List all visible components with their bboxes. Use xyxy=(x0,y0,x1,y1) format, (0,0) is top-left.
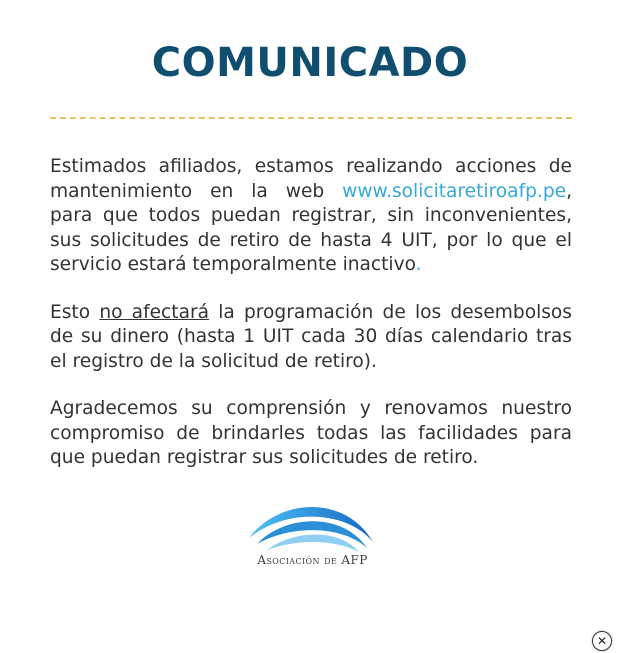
page-title: COMUNICADO xyxy=(151,40,469,86)
announcement-body xyxy=(50,155,572,494)
paragraph-thanks: Agradecemos su comprensión y renovamos nuestro compromiso de brindarles todas las facilidades para que puedan registrar sus solicitudes de retiro. xyxy=(50,398,572,468)
paragraph-maintenance-text-start: Estimados afiliados, estamos realizando acciones de mantenimiento en la web xyxy=(50,156,572,202)
paragraph-disbursements-text-end: la programación de los desembolsos de su dinero (hasta 1 UIT cada 30 días calendario tras el registro de la solicitud de retiro). xyxy=(50,301,572,372)
paragraph-disbursements-text-start: Esto xyxy=(50,301,100,323)
website-link[interactable]: www.solicitaretiroafp.pe xyxy=(342,180,567,202)
paragraph-maintenance-text-end: , para que todos puedan registrar, sin inconvenientes, sus solicitudes de retiro de hasta 4 UIT, por lo que el servicio estará temporalmente inactivo xyxy=(50,180,572,275)
arc-swoosh-logo-icon xyxy=(245,498,380,554)
afp-association-logo xyxy=(245,498,380,573)
paragraph-maintenance-period: . xyxy=(415,254,422,275)
underlined-emphasis: no afectará xyxy=(99,301,210,323)
paragraph-maintenance xyxy=(50,155,572,278)
close-button[interactable] xyxy=(592,631,612,651)
close-icon: ✕ xyxy=(596,634,608,648)
paragraph-disbursements xyxy=(50,301,572,375)
dashed-divider xyxy=(50,117,572,119)
logo-text: Asociación de AFP xyxy=(257,553,368,567)
